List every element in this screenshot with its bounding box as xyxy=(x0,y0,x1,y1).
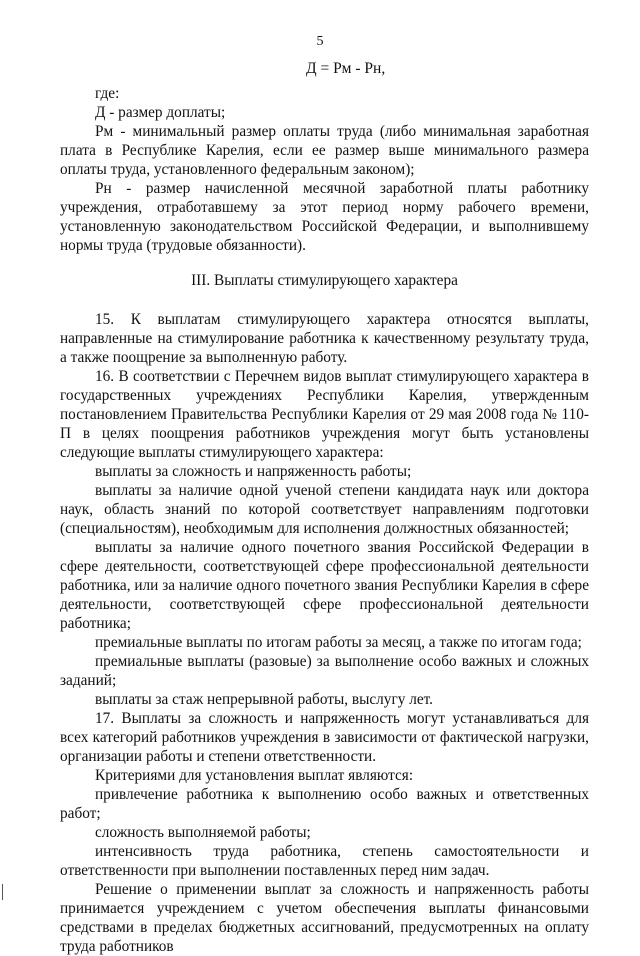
list-item: выплаты за сложность и напряженность работы; xyxy=(95,463,412,480)
paragraph-criteria: Критериями для установления выплат являются: xyxy=(95,767,414,784)
list-item: премиальные выплаты (разовые) за выполнение особо важных и сложных заданий; xyxy=(60,653,589,689)
paragraph-16: 16. В соответствии с Перечнем видов выплат стимулирующего характера в государственных учреждениях Республики Карелия, утвержденным постановлением Правительства Республики Карелия от 29 мая 2008 года № 110-П в целях поощрения работников учреждения могут быть установлены следующие выплаты стимулирующего характера: xyxy=(60,368,589,461)
paragraph-rm-definition: Рм - минимальный размер оплаты труда (либо минимальная заработная плата в Республике Карелия, если ее размер выше минимального размера оплаты труда, установленного федеральным законом); xyxy=(60,123,589,178)
list-item: привлечение работника к выполнению особо важных и ответственных работ; xyxy=(60,786,589,822)
list-item: сложность выполняемой работы; xyxy=(95,824,311,841)
list-item: премиальные выплаты по итогам работы за месяц, а также по итогам года; xyxy=(95,634,582,651)
paragraph-15: 15. К выплатам стимулирующего характера относятся выплаты, направленные на стимулирование работника к качественному результату труда, а также поощрение за выполненную работу. xyxy=(60,311,589,366)
scan-edge-mark xyxy=(2,884,3,900)
list-item: выплаты за стаж непрерывной работы, выслугу лет. xyxy=(95,691,433,708)
formula: Д = Рм - Рн, xyxy=(306,60,386,77)
list-item: интенсивность труда работника, степень самостоятельности и ответственности при выполнении поставленных перед ним задач. xyxy=(60,843,589,879)
paragraph-d-definition: Д - размер доплаты; xyxy=(95,104,226,121)
section-heading: III. Выплаты стимулирующего характера xyxy=(191,272,458,289)
list-item: выплаты за наличие одной ученой степени кандидата наук или доктора наук, область знаний по которой соответствует направлениям подготовки (специальностям), необходимым для исполнения должностных обязанностей; xyxy=(60,482,589,537)
list-item: выплаты за наличие одного почетного звания Российской Федерации в сфере деятельности, соответствующей сфере профессиональной деятельности работника, или за наличие одного почетного звания Республики Карелия в сфере деятельности, соответствующей сфере профессиональной деятельности работника; xyxy=(60,539,589,632)
document-body xyxy=(60,84,589,956)
paragraph-decision: Решение о применении выплат за сложность и напряженность работы принимается учреждением с учетом обеспечения выплаты финансовыми средствами в пределах бюджетных ассигнований, предусмотренных на оплату труда работников xyxy=(60,881,589,955)
paragraph-rn-definition: Рн - размер начисленной месячной заработной платы работнику учреждения, отработавшему за этот период норму рабочего времени, установленную законодательством Российской Федерации, и выполнившему нормы труда (трудовые обязанности). xyxy=(60,180,589,254)
paragraph-17: 17. Выплаты за сложность и напряженность могут устанавливаться для всех категорий работников учреждения в зависимости от фактической нагрузки, организации работы и степени ответственности. xyxy=(60,710,589,765)
page-number: 5 xyxy=(316,34,324,49)
paragraph-where: где: xyxy=(95,85,120,102)
